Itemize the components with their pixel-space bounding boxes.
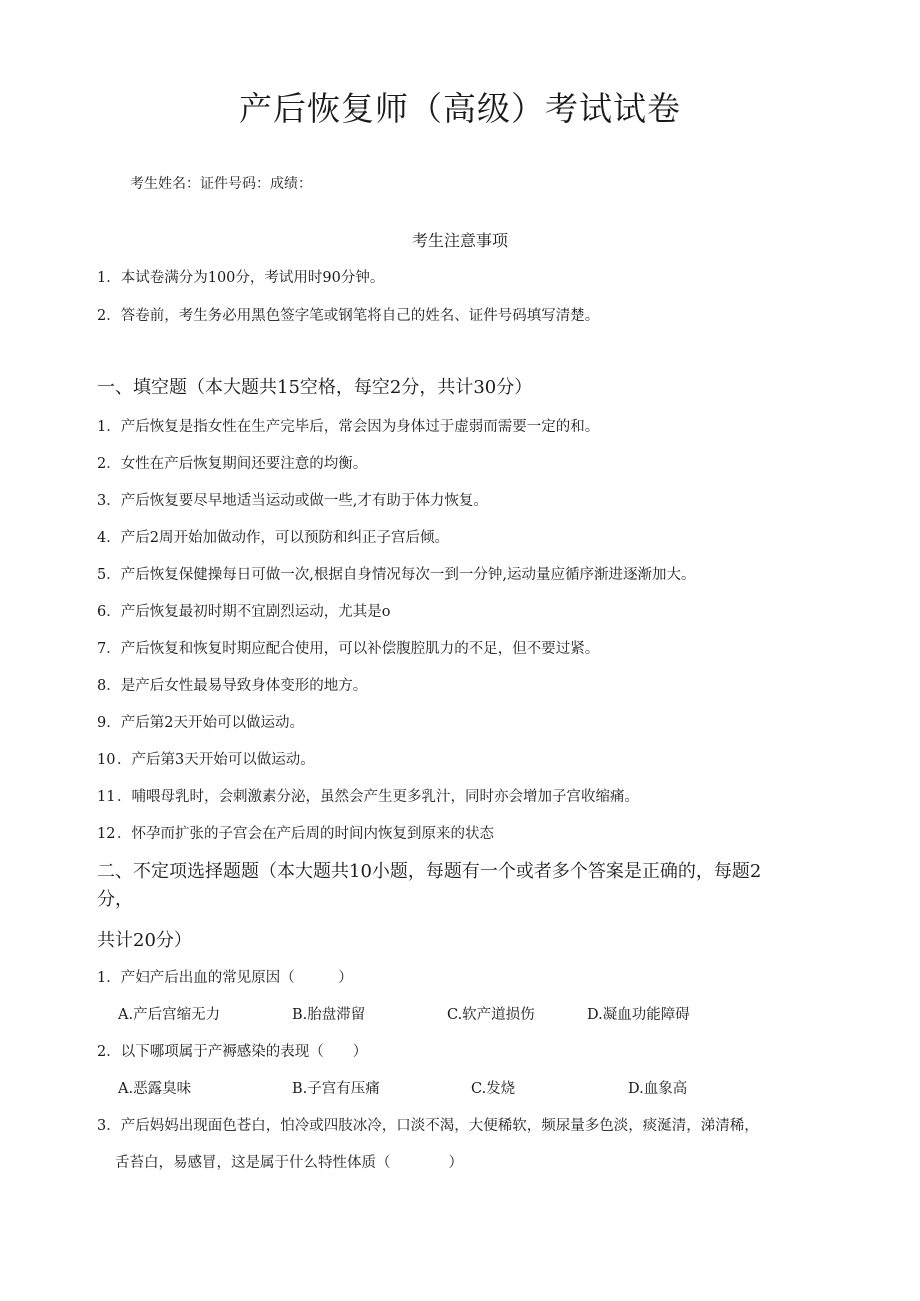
- question-text: ．是产后女性最易导致身体变形的地方。: [106, 678, 368, 694]
- question-text: ．产后恢复和恢复时期应配合使用，可以补偿腹腔肌力的不足，但不要过紧。: [106, 641, 600, 657]
- question-item: [97, 674, 367, 698]
- question-text: ．产后第3天开始可以做运动。: [117, 752, 315, 768]
- question-text: ．产后恢复最初时期不宜剧烈运动，尤其是o: [106, 604, 391, 620]
- question-item: [97, 563, 695, 587]
- question-number: 4: [97, 530, 107, 546]
- option-c: C.软产道损伤: [447, 1007, 535, 1023]
- question-number: 11: [97, 789, 116, 805]
- question-item: [97, 748, 315, 772]
- item-text: ．答卷前，考生务必用黑色签字笔或钢笔将自己的姓名、证件号码填写清楚。: [106, 308, 600, 324]
- question-item: [97, 711, 304, 735]
- question-text: ．产后恢复是指女性在生产完毕后，常会因为身体过于虚弱而需要一定的和。: [106, 419, 600, 435]
- question-text: ．产后恢复保健操每日可做一次,根据自身情况每次一到一分钟,运动量应循序渐进逐渐加大。: [106, 567, 696, 583]
- section2-heading: 二、不定项选择题题（本大题共10小题，每题有一个或者多个答案是正确的，每题2: [97, 861, 762, 882]
- question-number: 10: [97, 752, 116, 768]
- section2-heading-cont: 分，: [97, 889, 133, 910]
- examinee-info: 考生姓名：证件号码：成绩：: [130, 176, 312, 192]
- question-number: 2: [97, 456, 107, 472]
- question-item: [97, 415, 599, 439]
- question-text: ．产妇产后出血的常见原因（ ）: [106, 970, 353, 986]
- option-c: C.发烧: [471, 1081, 516, 1097]
- question-text: ．产后妈妈出现面色苍白，怕冷或四肢冰冷，口淡不渴，大便稀软，频尿量多色淡，痰涎清，涕清稀，: [106, 1118, 759, 1134]
- question-text-continuation: 舌苔白，易感冒，这是属于什么特性体质（ ）: [115, 1155, 463, 1171]
- notice-item: [97, 266, 384, 290]
- question-text: ．产后恢复要尽早地适当运动或做一些,才有助于体力恢复。: [106, 493, 488, 509]
- section2-heading-cont: 共计20分）: [97, 930, 192, 951]
- option-b: B.胎盘滞留: [292, 1007, 366, 1023]
- question-number: 9: [97, 715, 107, 731]
- option-a: A.恶露臭味: [118, 1081, 192, 1097]
- question-number: 5: [97, 567, 107, 583]
- section1-heading: 一、填空题（本大题共15空格，每空2分，共计30分）: [97, 377, 533, 398]
- item-text: ．本试卷满分为100分，考试用时90分钟。: [106, 270, 385, 286]
- question-number: 8: [97, 678, 107, 694]
- question-item: [97, 966, 353, 990]
- question-item: [97, 822, 494, 846]
- question-text: ．产后2周开始加做动作，可以预防和纠正子宫后倾。: [106, 530, 449, 546]
- item-number: 2: [97, 308, 107, 324]
- exam-title: 产后恢复师（高级）考试试卷: [239, 89, 681, 128]
- item-number: 1: [97, 270, 107, 286]
- question-item: [97, 637, 599, 661]
- question-number: 12: [97, 826, 116, 842]
- question-number: 2: [97, 1044, 107, 1060]
- option-a: A.产后宫缩无力: [118, 1007, 221, 1023]
- question-number: 6: [97, 604, 107, 620]
- question-item: [97, 785, 639, 809]
- question-item: [97, 1040, 367, 1064]
- question-text: ．以下哪项属于产褥感染的表现（ ）: [106, 1044, 368, 1060]
- notice-item: [97, 304, 599, 328]
- option-d: D.凝血功能障碍: [587, 1007, 690, 1023]
- question-item: [97, 1114, 759, 1138]
- option-d: D.血象高: [628, 1081, 688, 1097]
- question-item: [97, 526, 449, 550]
- question-item: [97, 452, 367, 476]
- question-number: 1: [97, 970, 107, 986]
- question-text: ．产后第2天开始可以做运动。: [106, 715, 304, 731]
- question-text: ．女性在产后恢复期间还要注意的均衡。: [106, 456, 368, 472]
- question-text: ．怀孕而扩张的子宫会在产后周的时间内恢复到原来的状态: [117, 826, 494, 842]
- question-number: 3: [97, 1118, 107, 1134]
- notice-title: 考生注意事项: [411, 231, 508, 250]
- question-number: 1: [97, 419, 107, 435]
- question-number: 7: [97, 641, 107, 657]
- question-number: 3: [97, 493, 107, 509]
- question-text: ．哺喂母乳时，会刺激素分泌，虽然会产生更多乳汁，同时亦会增加子宫收缩痛。: [117, 789, 639, 805]
- question-item: [97, 600, 390, 624]
- option-b: B.子宫有压痛: [292, 1081, 380, 1097]
- question-item: [97, 489, 488, 513]
